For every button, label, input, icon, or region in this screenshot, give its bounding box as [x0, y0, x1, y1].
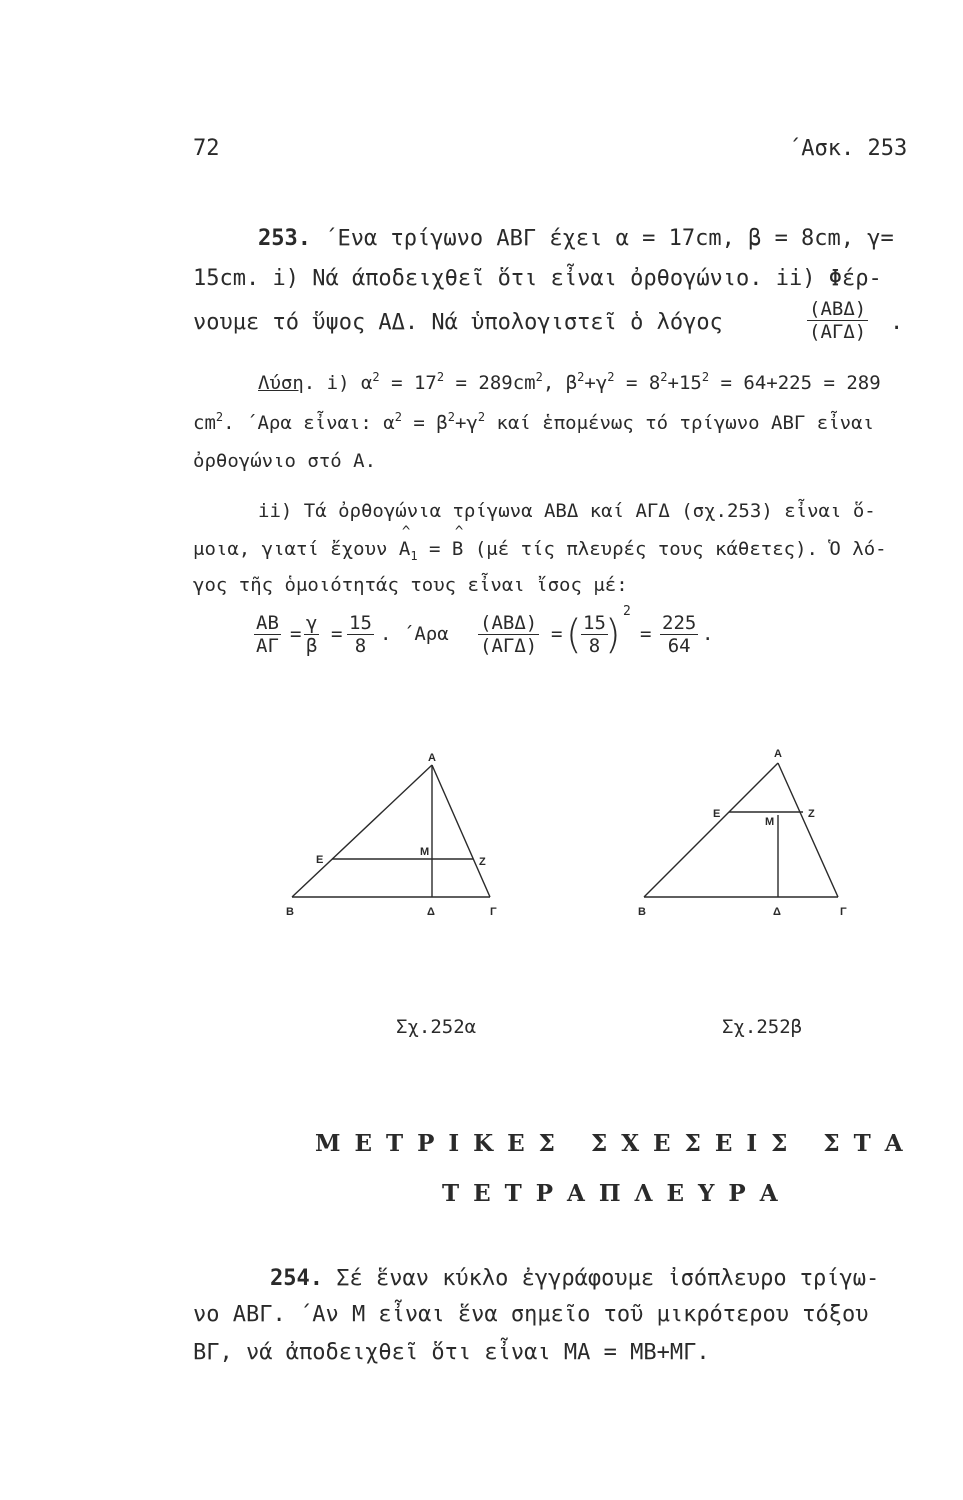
superscript: 2: [607, 370, 615, 384]
side-AB: [644, 763, 778, 897]
superscript: 2: [394, 410, 402, 424]
superscript: 2: [535, 370, 543, 384]
superscript: 2: [436, 370, 445, 384]
solution-line-3: ὀρθογώνιο στό Α.: [193, 450, 377, 472]
fraction-AB-AG: [254, 612, 281, 657]
subscript: 1: [410, 548, 418, 563]
angle-A1: [399, 538, 410, 560]
label-G: Γ: [490, 906, 497, 918]
solution-text: = 17: [379, 372, 437, 394]
fraction-denominator: 64: [667, 635, 691, 657]
superscript: 2: [577, 370, 585, 384]
label-E: Ε: [713, 808, 721, 820]
equals-sign: =: [640, 623, 652, 645]
label-M: Μ: [420, 846, 430, 858]
caption-252a: Σχ.252α: [396, 1016, 477, 1038]
fraction-denominator: (ΑΓΔ): [480, 635, 538, 657]
fraction-numerator: 15: [349, 612, 372, 634]
side-AB: [292, 765, 432, 897]
exercise-253-line-1: [258, 226, 894, 251]
superscript: 2: [447, 410, 455, 424]
section-title-line-1: ΜΕΤΡΙΚΕΣ ΣΧΕΣΕΙΣ ΣΤΑ: [315, 1130, 917, 1157]
equals-sign: =: [331, 623, 343, 645]
ratio-numerator: (ΑΒΔ): [809, 298, 867, 320]
fraction-numerator: ΑΒ: [256, 612, 279, 634]
solution-text: = 289cm: [444, 372, 536, 394]
solution-text: . i) α: [303, 372, 373, 394]
period: .: [702, 623, 714, 645]
exercise-254-line-3: ΒΓ, νά ἀποδειχθεῖ ὅτι εἶναι ΜΑ = ΜΒ+ΜΓ.: [193, 1340, 710, 1365]
solution-line-2: [193, 412, 874, 434]
label-G: Γ: [840, 906, 847, 918]
label-A: Α: [774, 748, 782, 760]
ratio-fraction: [807, 298, 868, 343]
exercise-253-line-3: νουμε τό ὕψος ΑΔ. Νά ὑπολογιστεῖ ὁ λόγος: [193, 310, 723, 335]
solution-text: +15: [667, 372, 702, 394]
solution-ii-line-2: [193, 538, 887, 563]
superscript: 2: [660, 370, 668, 384]
fraction-denominator: 8: [588, 635, 601, 657]
solution-text: = β: [401, 412, 448, 434]
solution-text: . ΄Αρα εἶναι: α: [223, 412, 395, 434]
label-D: Δ: [427, 906, 435, 918]
exercise-253-number: 253.: [258, 226, 311, 251]
label-B: Β: [638, 906, 646, 918]
solution-text: = 64+225 = 289: [709, 372, 881, 394]
angle-letter: Α: [398, 538, 411, 560]
side-AG: [432, 765, 490, 897]
superscript: 2: [701, 370, 710, 384]
solution-ii-line-1: ii) Τά ὀρθογώνια τρίγωνα ΑΒΔ καί ΑΓΔ (σχ.253) εἶναι ὅ-: [258, 500, 876, 522]
label-A: Α: [428, 752, 436, 764]
equals-sign: =: [290, 623, 302, 645]
solution-text: =: [417, 538, 452, 560]
fraction-ratio: [478, 612, 539, 657]
superscript: 2: [372, 370, 380, 384]
figure-252a: [280, 745, 520, 925]
fraction-numerator: γ: [306, 612, 318, 634]
angle-letter: Β: [451, 538, 464, 560]
ratio-denominator: (ΑΓΔ): [809, 321, 867, 343]
superscript: 2: [477, 410, 486, 424]
label-Z: Ζ: [479, 856, 486, 868]
equals-sign: =: [551, 623, 563, 645]
ara-text: . ΄Αρα: [380, 623, 449, 645]
angle-B: [452, 538, 463, 560]
left-paren: (: [566, 612, 582, 658]
exercise-253-period: .: [890, 310, 904, 335]
solution-text: +γ: [454, 412, 478, 434]
solution-text: +γ: [584, 372, 608, 394]
solution-label: Λύση: [258, 372, 304, 394]
solution-text: καί ἑπομένως τό τρίγωνο ΑΒΓ εἶναι: [485, 412, 875, 434]
right-paren: ): [605, 612, 621, 658]
solution-text: (μέ τίς πλευρές τους κάθετες). Ὁ λό-: [463, 538, 887, 560]
fraction-g-b: [304, 612, 319, 657]
fraction-15-8-squared: [581, 612, 608, 657]
label-B: Β: [286, 906, 294, 918]
fraction-numerator: 225: [662, 612, 697, 634]
solution-text: cm: [193, 412, 216, 434]
exponent: 2: [623, 604, 631, 619]
solution-text: μοια, γιατί ἔχουν: [193, 538, 399, 560]
exercise-254-number: 254.: [270, 1266, 323, 1291]
label-E: Ε: [316, 854, 324, 866]
fraction-225-64: [660, 612, 698, 657]
exercise-254-line-1: [270, 1266, 879, 1291]
exercise-254-text-1: Σέ ἕναν κύκλο ἐγγράφουμε ἰσόπλευρο τρίγω-: [322, 1266, 880, 1291]
solution-ii-line-3: γος τῆς ὁμοιότητάς τους εἶναι ἴσος μέ:: [193, 574, 628, 596]
section-title-line-2: ΤΕΤΡΑΠΛΕΥΡΑ: [442, 1180, 792, 1207]
exercise-254-line-2: νο ΑΒΓ. ΄Αν Μ εἶναι ἕνα σημεῖο τοῦ μικρότερου τόξου: [193, 1302, 869, 1327]
solution-text: = 8: [614, 372, 661, 394]
fraction-numerator: (ΑΒΔ): [480, 612, 538, 634]
running-title: ΄Ασκ. 253: [788, 136, 908, 161]
fraction-denominator: β: [306, 635, 318, 657]
solution-line-1: [258, 372, 881, 394]
fraction-15-8: [347, 612, 374, 657]
fraction-denominator: ΑΓ: [256, 635, 279, 657]
page-number: 72: [193, 136, 220, 161]
fraction-denominator: 8: [354, 635, 367, 657]
superscript: 2: [215, 410, 224, 424]
caption-252b: Σχ.252β: [722, 1016, 803, 1038]
label-D: Δ: [773, 906, 781, 918]
exercise-253-line-2: 15cm. i) Νά άποδειχθεῖ ὅτι εἶναι ὀρθογώνιο. ii) Φέρ-: [193, 266, 882, 291]
label-Z: Ζ: [808, 808, 815, 820]
solution-text: , β: [542, 372, 578, 394]
side-AG: [778, 763, 838, 897]
fraction-numerator: 15: [583, 612, 606, 634]
exercise-253-text-1: ΄Ενα τρίγωνο ΑΒΓ έχει α = 17cm, β = 8cm, γ=: [310, 226, 894, 251]
figure-252b: [632, 745, 872, 925]
label-M: Μ: [765, 816, 775, 828]
